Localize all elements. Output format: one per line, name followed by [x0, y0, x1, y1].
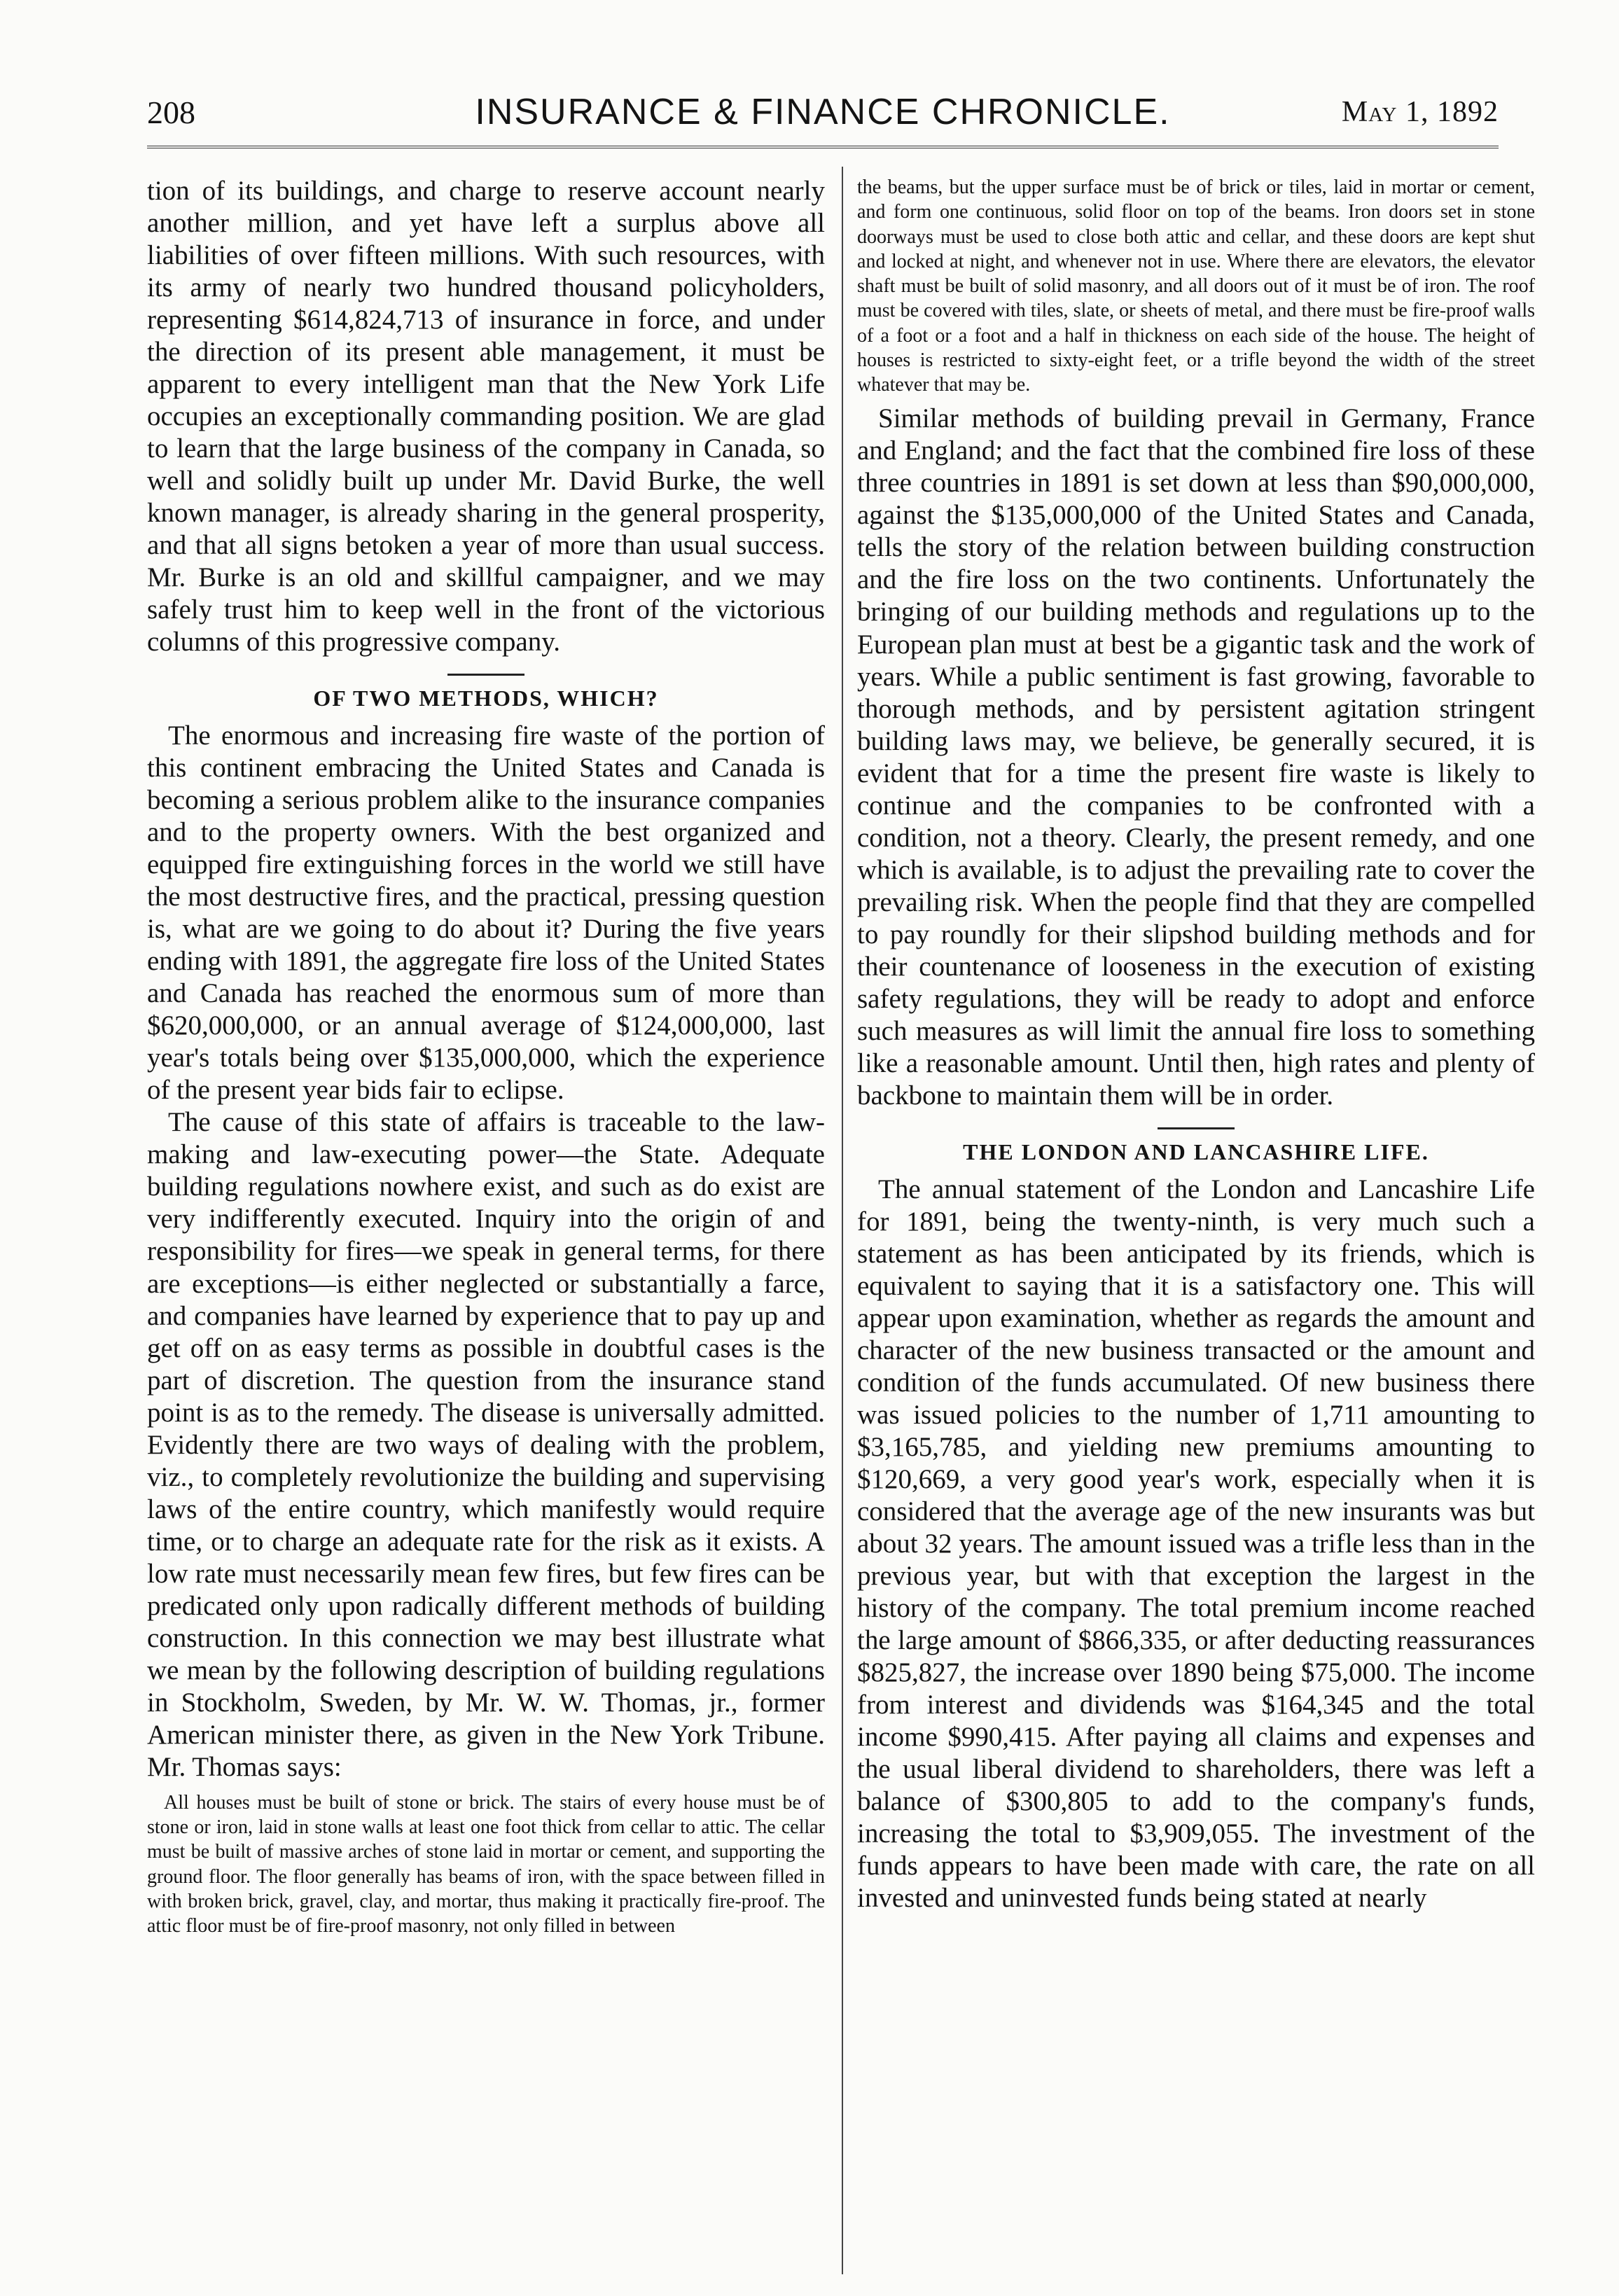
block-quote-continued: the beams, but the upper surface must be of brick or tiles, laid in mortar or cement, and form one continuous, solid floor on top of the beams. Iron doors set in stone doorways must be used to close both attic and cellar, and these doors are kept shut and locked at night, and whenever not in use. Where there are elevators, the elevator shaft must be built of solid masonry, and all doors out of it must be of iron. The roof must be covered with tiles, slate, or sheets of metal, and there must be fire-proof walls of a foot or a foot and a half in thickness on each side of the house. The height of houses is restricted to sixty-eight feet, or a trifle beyond the width of the street whatever that may be. [857, 176, 1535, 396]
page-number: 208 [147, 95, 195, 130]
section-heading-london-lancashire: THE LONDON AND LANCASHIRE LIFE. [963, 1139, 1429, 1164]
article-paragraph: The annual statement of the London and Lancashire Life for 1891, being the twenty-ninth, is very much such a statement as has been anticipated by its friends, which is equivalent to saying that it is a satisfactory one. This will appear upon examination, whether as regards the amount and character of the new business transacted or the amount and condition of the funds accumulated. Of new business there was issued policies to the number of 1,711 amounting to $3,165,785, and yielding new premiums amounting to $120,669, a very good year's work, especially when it is considered that the average age of the new insurants was but about 32 years. The amount issued was a trifle less than in the previous year, but with that exception the largest in the history of the company. The total premium income reached the large amount of $866,335, or after deducting reassurances $825,827, the increase over 1890 being $75,000. The income from interest and dividends was $164,345 and the total income $990,415. After paying all claims and expenses and the usual liberal dividend to shareholders, there was left a balance of $300,805 to add to the company's funds, increasing the total to $3,909,055. The investment of the funds appears to have been made with care, the rate on all invested and uninvested funds being stated at nearly [857, 1174, 1535, 1914]
intro-paragraph: tion of its buildings, and charge to reserve account nearly another million, and yet have left a surplus above all liabilities of over fifteen millions. With such resources, with its army of nearly two hundred thousand policyholders, representing $614,824,713 of insurance in force, and under the direction of its present able management, it must be apparent to every intelligent man that the New York Life occupies an exceptionally commanding position. We are glad to learn that the large business of the company in Canada, so well and solidly built up under Mr. David Burke, the well known manager, is already sharing in the general prosperity, and that all signs betoken a year of more than usual success. Mr. Burke is an old and skillful campaigner, and we may safely trust him to keep well in the front of the victorious columns of this progressive company. [147, 176, 825, 658]
section-divider [1158, 1127, 1235, 1129]
left-column [147, 175, 825, 2269]
right-column [857, 175, 1535, 2269]
page-header [147, 90, 1499, 140]
journal-title: INSURANCE & FINANCE CHRONICLE. [475, 92, 1171, 132]
article-paragraph: Similar methods of building prevail in Germany, France and England; and the fact that the combined fire loss of these three countries in 1891 is set down at less than $90,000,000, against the $135,000,000 of the United States and Canada, tells the story of the relation between building construction and the fire loss on the two continents. Unfortunately the bringing of our building methods and regulations up to the European plan must at best be a gigantic task and the work of years. While a public sentiment is fast growing, favorable to thorough methods, and by persistent agitation stringent building laws may, we believe, be generally secured, it is evident that for a time the present fire waste is likely to continue and the companies to be confronted with a condition, not a theory. Clearly, the present remedy, and one which is available, is to adjust the prevailing rate to cover the prevailing risk. When the people find that they are compelled to pay roundly for their slipshod building methods and for their countenance of looseness in the execution of existing safety regulations, they will be ready to adopt and enforce such measures as will limit the annual fire loss to something like a reasonable amount. Until then, high rates and plenty of backbone to maintain them will be in order. [857, 403, 1535, 1111]
header-rule [147, 146, 1499, 148]
article-paragraph: The enormous and increasing fire waste of the portion of this continent embracing the United States and Canada is becoming a serious problem alike to the insurance companies and to the property owners. With the best organized and equipped fire extinguishing forces in the world we still have the most destructive fires, and the practical, pressing question is, what are we going to do about it? During the five years ending with 1891, the aggregate fire loss of the United States and Canada has reached the enormous sum of more than $620,000,000, or an annual average of $124,000,000, last year's totals being over $135,000,000, which the experience of the present year bids fair to eclipse. [147, 721, 825, 1106]
section-heading-two-methods: OF TWO METHODS, WHICH? [313, 686, 659, 711]
issue-date: May 1, 1892 [1341, 96, 1499, 128]
article-paragraph: The cause of this state of affairs is traceable to the law-making and law-executing power—the State. Adequate building regulations nowhere exist, and such as do exist are very indifferently executed. Inquiry into the origin of and responsibility for fires—we speak in general terms, for there are exceptions—is either neglected or substantially a farce, and companies have learned by experience that to pay up and get off on as easy terms as possible in doubtful cases is the part of discretion. The question from the insurance stand point is as to the remedy. The disease is universally admitted. Evidently there are two ways of dealing with the problem, viz., to completely revolutionize the building and supervising laws of the entire country, which manifestly would require time, or to charge an adequate rate for the risk as it exists. A low rate must necessarily mean few fires, but few fires can be predicated only upon radically different methods of building construction. In this connection we may best illustrate what we mean by the following description of building regulations in Stockholm, Sweden, by Mr. W. W. Thomas, jr., former American minister there, as given in the New York Tribune. Mr. Thomas says: [147, 1107, 825, 1782]
section-divider [447, 674, 524, 676]
block-quote: All houses must be built of stone or brick. The stairs of every house must be of stone or iron, laid in stone walls at least one foot thick from cellar to attic. The cellar must be built of massive arches of stone laid in mortar or cement, and supporting the ground floor. The floor generally has beams of iron, with the space between filled in with broken brick, gravel, clay, and mortar, thus making it practically fire-proof. The attic floor must be of fire-proof masonry, not only filled in between [147, 1791, 825, 1937]
column-divider [842, 167, 843, 2274]
